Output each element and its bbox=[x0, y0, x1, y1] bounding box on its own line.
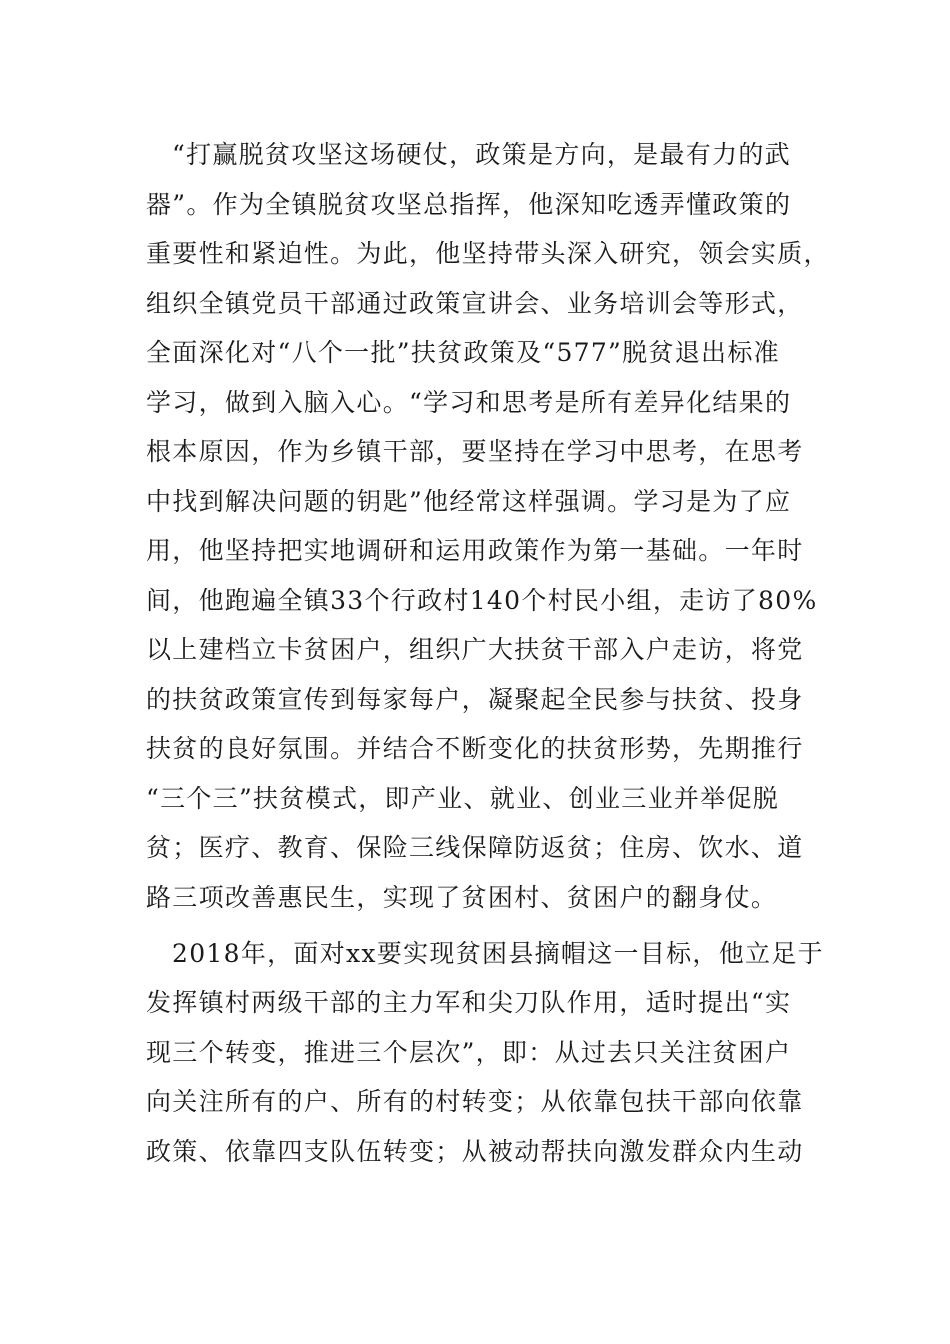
text-line: 器”。作为全镇脱贫攻坚总指挥，他深知吃透弄懂政策的 bbox=[146, 190, 792, 219]
text-line: 现三个转变，推进三个层次”，即：从过去只关注贫困户 bbox=[146, 1038, 792, 1067]
text-line: 全面深化对“八个一批”扶贫政策及“577”脱贫退出标准 bbox=[146, 338, 780, 367]
text-line: 扶贫的良好氛围。并结合不断变化的扶贫形势，先期推行 bbox=[146, 734, 804, 763]
text-line: 贫；医疗、教育、保险三线保障防返贫；住房、饮水、道 bbox=[146, 833, 804, 862]
text-line: 组织全镇党员干部通过政策宣讲会、业务培训会等形式， bbox=[146, 289, 804, 318]
text-line: 重要性和紧迫性。为此，他坚持带头深入研究，领会实质， bbox=[146, 239, 830, 268]
text-line: 2018年，面对xx要实现贫困县摘帽这一目标，他立足于 bbox=[172, 939, 824, 968]
text-line: 学习，做到入脑入心。“学习和思考是所有差异化结果的 bbox=[146, 388, 792, 417]
text-line: 根本原因，作为乡镇干部，要坚持在学习中思考，在思考 bbox=[146, 437, 804, 466]
text-line: 路三项改善惠民生，实现了贫困村、贫困户的翻身仗。 bbox=[146, 883, 778, 912]
text-line: 以上建档立卡贫困户，组织广大扶贫干部入户走访，将党 bbox=[146, 635, 804, 664]
text-line: 的扶贫政策宣传到每家每户，凝聚起全民参与扶贫、投身 bbox=[146, 685, 804, 714]
text-line: 用，他坚持把实地调研和运用政策作为第一基础。一年时 bbox=[146, 536, 804, 565]
text-line: 间，他跑遍全镇33个行政村140个村民小组，走访了80% bbox=[146, 586, 818, 615]
text-line: “三个三”扶贫模式，即产业、就业、创业三业并举促脱 bbox=[146, 784, 780, 813]
text-line: “打赢脱贫攻坚这场硬仗，政策是方向，是最有力的武 bbox=[172, 140, 791, 169]
text-line: 政策、依靠四支队伍转变；从被动帮扶向激发群众内生动 bbox=[146, 1137, 804, 1166]
text-line: 向关注所有的户、所有的村转变；从依靠包扶干部向依靠 bbox=[146, 1087, 804, 1116]
text-line: 发挥镇村两级干部的主力军和尖刀队作用，适时提出“实 bbox=[146, 988, 792, 1017]
text-line: 中找到解决问题的钥匙”他经常这样强调。学习是为了应 bbox=[146, 487, 792, 516]
